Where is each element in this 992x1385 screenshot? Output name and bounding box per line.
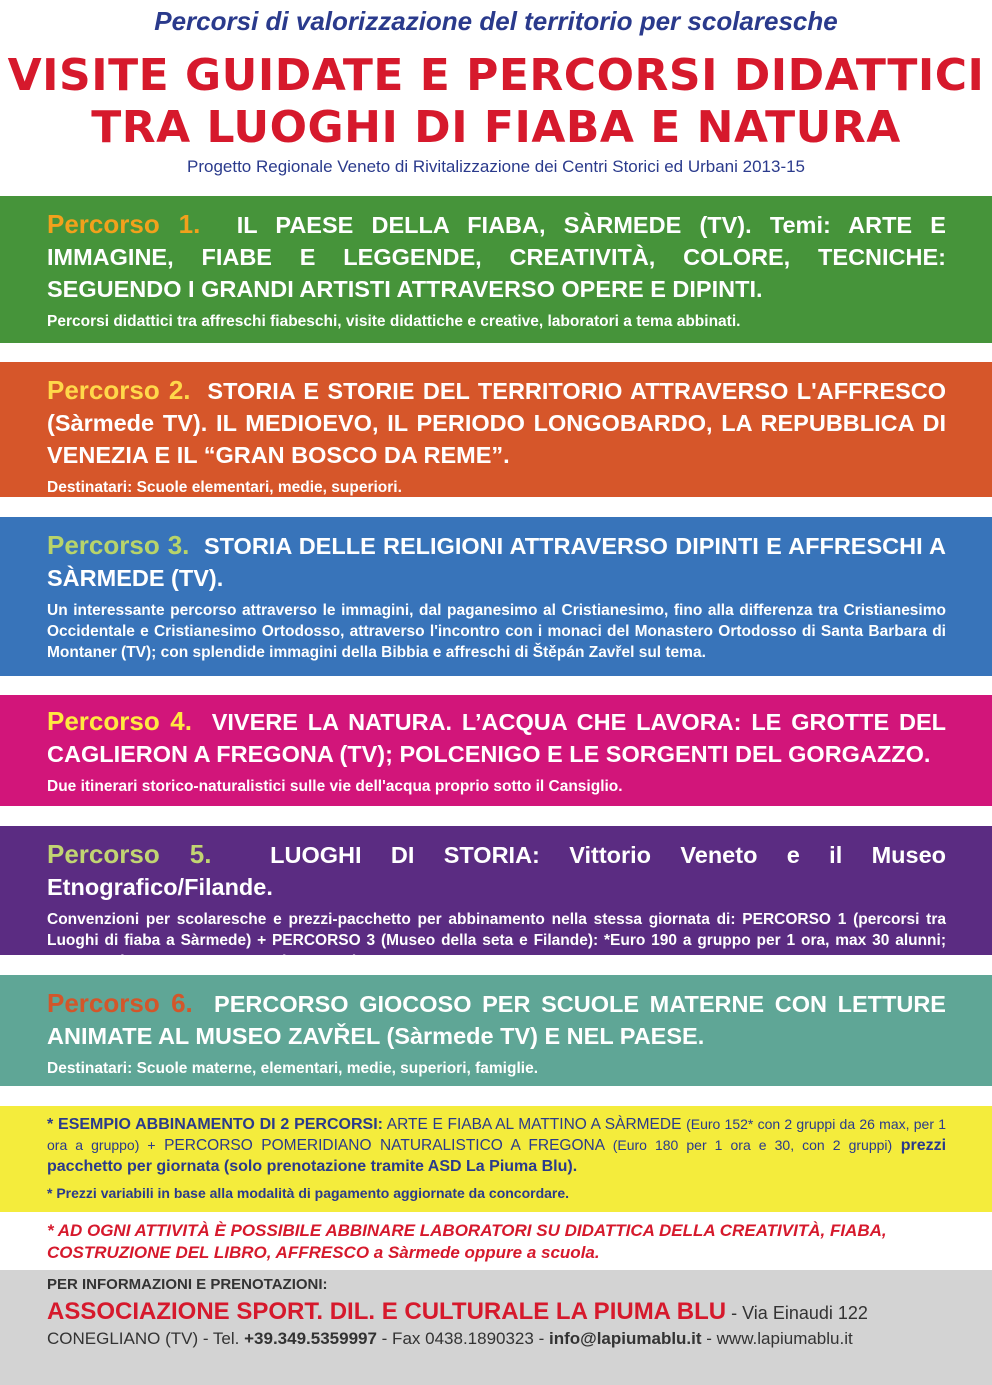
percorso-6-label: Percorso 6.	[47, 988, 193, 1018]
percorso-5-heading	[47, 838, 946, 903]
percorso-6-section	[0, 975, 992, 1086]
example-part-5: prezzi pacchetto per giornata (solo prenotazione tramite ASD La Piuma Blu).	[47, 1137, 947, 1175]
association-address: - Via Einaudi 122	[726, 1303, 868, 1323]
contact-phone[interactable]: +39.349.5359997	[244, 1329, 377, 1348]
laboratory-note	[47, 1220, 947, 1264]
contact-email[interactable]: info@lapiumablu.it	[548, 1329, 702, 1348]
percorso-4-section	[0, 695, 992, 806]
contact-website[interactable]: - www.lapiumablu.it	[701, 1329, 853, 1348]
percorso-3-heading	[47, 529, 946, 594]
percorso-1-body: Percorsi didattici tra affreschi fiabeschi, visite didattiche e creative, laboratori a tema abbinati.	[47, 313, 741, 330]
percorso-1-label: Percorso 1.	[47, 209, 201, 239]
percorso-1-section	[0, 196, 992, 343]
example-part-3: PERCORSO POMERIDIANO NATURALISTICO A FREGONA	[164, 1137, 605, 1154]
percorso-6-body: Destinatari: Scuole materne, elementari, medie, superiori, famiglie.	[47, 1060, 538, 1077]
percorso-6-title: PERCORSO GIOCOSO PER SCUOLE MATERNE CON LETTURE ANIMATE AL MUSEO ZAVŘEL (Sàrmede TV) E NEL PAESE.	[47, 991, 946, 1049]
percorso-2-section	[0, 362, 992, 497]
percorso-4-body: Due itinerari storico-naturalistici sulle vie dell'acqua proprio sotto il Cansiglio.	[47, 778, 623, 795]
contact-city: CONEGLIANO (TV) - Tel.	[47, 1329, 245, 1348]
page-title-line-2: TRA LUOGHI DI FIABA E NATURA	[91, 102, 901, 153]
example-part-4: (Euro 180 per 1 ora e 30, con 2 gruppi)	[612, 1137, 893, 1153]
percorso-4-label: Percorso 4.	[47, 706, 192, 736]
percorso-4-heading	[47, 705, 946, 770]
header-subtitle: Percorsi di valorizzazione del territorio per scolaresche	[154, 6, 838, 36]
percorso-4-title: VIVERE LA NATURA. L’ACQUA CHE LAVORA: LE GROTTE DEL CAGLIERON A FREGONA (TV); POLCENIGO E LE SORGENTI DEL GORGAZZO.	[47, 709, 946, 767]
percorso-5-body: Convenzioni per scolaresche e prezzi-pacchetto per abbinamento nella stessa giornata di: PERCORSO 1 (percorsi tra Luoghi di fiaba a Sàrmede) + PERCORSO 3 (Museo della seta e Filande): *Euro 190 a gruppo per 1 ora, max 30 alunni; sconto solo attraverso prenotazione tramite ASD LA PIUMA BLU.	[47, 911, 946, 970]
project-subtitle: Progetto Regionale Veneto di Rivitalizzazione dei Centri Storici ed Urbani 2013-15	[186, 157, 806, 176]
percorso-6-heading	[47, 987, 946, 1052]
percorso-1-heading	[47, 208, 946, 305]
percorso-3-section	[0, 517, 992, 676]
combination-example-box	[0, 1106, 992, 1212]
contact-details	[47, 1328, 946, 1350]
laboratory-note-line-1: * AD OGNI ATTIVITÀ È POSSIBILE ABBINARE LABORATORI SU DIDATTICA DELLA CREATIVITÀ, FIABA,	[47, 1221, 887, 1240]
percorso-3-title: STORIA DELLE RELIGIONI ATTRAVERSO DIPINTI E AFFRESCHI A SÀRMEDE (TV).	[47, 533, 946, 591]
percorso-3-label: Percorso 3.	[47, 530, 190, 560]
percorso-2-title: STORIA E STORIE DEL TERRITORIO ATTRAVERSO L'AFFRESCO (Sàrmede TV). IL MEDIOEVO, IL PERIODO LONGOBARDO, LA REPUBBLICA DI VENEZIA E IL “GRAN BOSCO DA REME”.	[47, 378, 946, 468]
percorso-1-title: IL PAESE DELLA FIABA, SÀRMEDE (TV). Temi: ARTE E IMMAGINE, FIABE E LEGGENDE, CREATIVITÀ, COLORE, TECNICHE: SEGUENDO I GRANDI ARTISTI ATTRAVERSO OPERE E DIPINTI.	[47, 212, 946, 302]
percorso-2-body: Destinatari: Scuole elementari, medie, superiori.	[47, 479, 402, 496]
association-name: ASSOCIAZIONE SPORT. DIL. E CULTURALE LA PIUMA BLU	[47, 1298, 727, 1325]
percorso-2-heading	[47, 374, 946, 471]
percorso-2-label: Percorso 2.	[47, 375, 191, 405]
example-lead: * ESEMPIO ABBINAMENTO DI 2 PERCORSI:	[47, 1116, 383, 1133]
percorso-5-title: LUOGHI DI STORIA: Vittorio Veneto e il Museo Etnografico/Filande.	[47, 842, 947, 900]
contact-info	[0, 1270, 992, 1385]
percorso-5-section	[0, 826, 992, 970]
example-part-2: (Euro 152* con 2 gruppi da 26 max, per 1 ora a gruppo) +	[47, 1116, 946, 1153]
example-part-1: ARTE E FIABA AL MATTINO A SÀRMEDE	[386, 1116, 682, 1133]
price-note: * Prezzi variabili in base alla modalità di pagamento aggiornate da concordare.	[47, 1185, 570, 1201]
laboratory-note-line-2: COSTRUZIONE DEL LIBRO, AFFRESCO a Sàrmede oppure a scuola.	[47, 1243, 600, 1262]
combination-example-text	[47, 1114, 946, 1177]
association-line	[47, 1297, 946, 1328]
info-label: PER INFORMAZIONI E PRENOTAZIONI:	[47, 1276, 328, 1293]
percorso-3-body: Un interessante percorso attraverso le immagini, dal paganesimo al Cristianesimo, fino alla differenza tra Cristianesimo Occidentale e Cristianesimo Ortodosso, attraverso l'incontro con i monaci del Monastero Ortodosso di Santa Barbara di Montaner (TV); con splendide immagini della Bibbia e affreschi di Štěpán Zavřel sul tema.	[47, 602, 946, 661]
percorso-5-label: Percorso 5.	[47, 839, 212, 869]
contact-fax: - Fax 0438.1890323 -	[376, 1329, 549, 1348]
page-title-line-1: VISITE GUIDATE E PERCORSI DIDATTICI	[7, 50, 985, 101]
